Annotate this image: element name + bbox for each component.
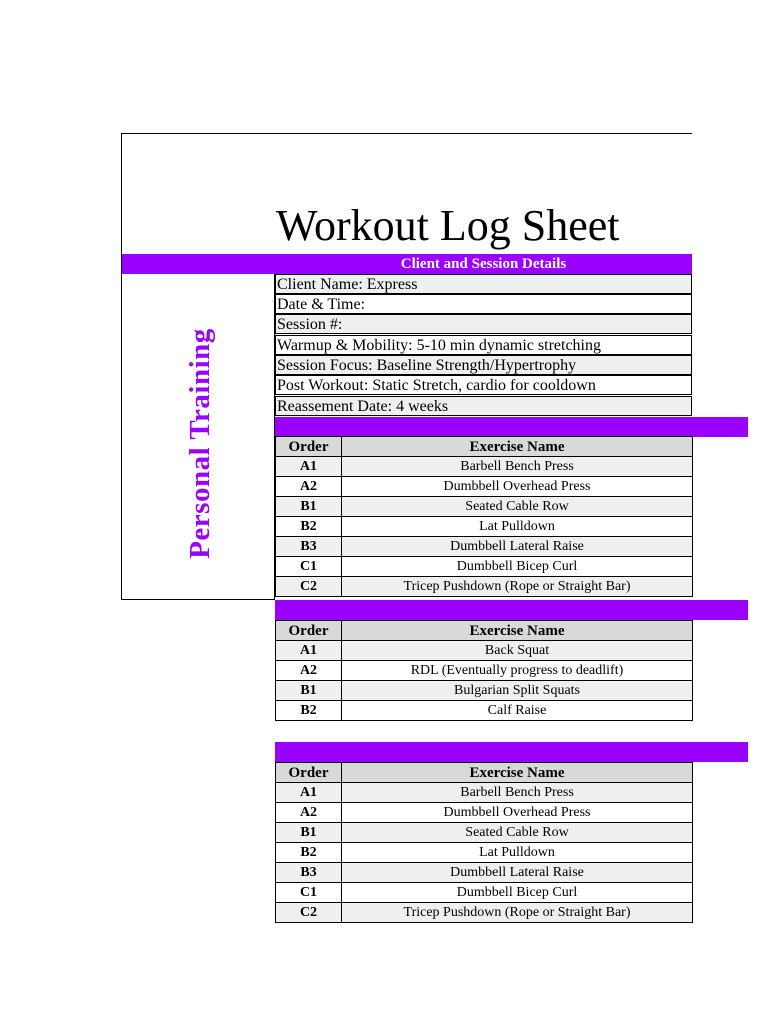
- detail-session-number: Session #:: [275, 314, 692, 334]
- table-row: [276, 903, 693, 923]
- section-bar-3: [275, 742, 748, 762]
- column-header-order: Order: [276, 621, 342, 641]
- detail-date-time: Date & Time:: [275, 294, 692, 314]
- table-row: [276, 803, 693, 823]
- exercise-cell: Dumbbell Overhead Press: [342, 803, 693, 823]
- column-header-exercise: Exercise Name: [342, 437, 693, 457]
- title-divider-bar: [122, 254, 275, 274]
- frame-bottom-line: [121, 599, 275, 600]
- table-row: [276, 823, 693, 843]
- frame-top-line: [121, 133, 692, 134]
- exercise-cell: Seated Cable Row: [342, 497, 693, 517]
- table-row: [276, 557, 693, 577]
- table-row: [276, 537, 693, 557]
- detail-warmup: Warmup & Mobility: 5-10 min dynamic stretching: [275, 335, 692, 355]
- exercise-cell: Dumbbell Bicep Curl: [342, 883, 693, 903]
- exercise-table-3: [275, 762, 693, 923]
- table-row: [276, 577, 693, 597]
- table-row: [276, 517, 693, 537]
- detail-post-workout: Post Workout: Static Stretch, cardio for cooldown: [275, 375, 692, 395]
- order-cell: A1: [276, 641, 342, 661]
- table-row: [276, 477, 693, 497]
- page-title: Workout Log Sheet: [276, 201, 620, 250]
- exercise-cell: Barbell Bench Press: [342, 783, 693, 803]
- side-label: [168, 318, 232, 568]
- section-bar-2: [275, 600, 748, 620]
- table-row: [276, 701, 693, 721]
- column-header-exercise: Exercise Name: [342, 621, 693, 641]
- exercise-table-1: [275, 436, 693, 597]
- table-row: [276, 863, 693, 883]
- table-row: [276, 843, 693, 863]
- order-cell: B1: [276, 497, 342, 517]
- table-row: [276, 783, 693, 803]
- order-cell: C1: [276, 883, 342, 903]
- exercise-cell: Back Squat: [342, 641, 693, 661]
- detail-client-name: Client Name: Express: [275, 274, 692, 294]
- exercise-cell: Calf Raise: [342, 701, 693, 721]
- table-row: [276, 661, 693, 681]
- side-label-text: Personal Training: [183, 327, 216, 559]
- order-cell: B2: [276, 701, 342, 721]
- table-row: [276, 883, 693, 903]
- column-header-order: Order: [276, 437, 342, 457]
- column-header-exercise: Exercise Name: [342, 763, 693, 783]
- table-row: [276, 497, 693, 517]
- order-cell: B1: [276, 681, 342, 701]
- exercise-cell: Dumbbell Lateral Raise: [342, 863, 693, 883]
- order-cell: A2: [276, 477, 342, 497]
- table-row: [276, 681, 693, 701]
- order-cell: B2: [276, 843, 342, 863]
- exercise-cell: Seated Cable Row: [342, 823, 693, 843]
- section-bar-1: [275, 417, 748, 437]
- order-cell: B2: [276, 517, 342, 537]
- table-header-row: [276, 763, 693, 783]
- exercise-cell: Lat Pulldown: [342, 517, 693, 537]
- table-row: [276, 641, 693, 661]
- order-cell: B3: [276, 537, 342, 557]
- exercise-cell: Tricep Pushdown (Rope or Straight Bar): [342, 903, 693, 923]
- column-header-order: Order: [276, 763, 342, 783]
- order-cell: B3: [276, 863, 342, 883]
- exercise-cell: Bulgarian Split Squats: [342, 681, 693, 701]
- exercise-cell: Dumbbell Bicep Curl: [342, 557, 693, 577]
- exercise-table-2: [275, 620, 693, 721]
- order-cell: A1: [276, 783, 342, 803]
- exercise-cell: Dumbbell Overhead Press: [342, 477, 693, 497]
- table-row: [276, 457, 693, 477]
- exercise-cell: Dumbbell Lateral Raise: [342, 537, 693, 557]
- order-cell: C2: [276, 577, 342, 597]
- order-cell: A2: [276, 803, 342, 823]
- frame-left-line: [121, 133, 122, 600]
- exercise-cell: Barbell Bench Press: [342, 457, 693, 477]
- exercise-cell: RDL (Eventually progress to deadlift): [342, 661, 693, 681]
- details-header: Client and Session Details: [275, 254, 692, 274]
- order-cell: C1: [276, 557, 342, 577]
- exercise-cell: Tricep Pushdown (Rope or Straight Bar): [342, 577, 693, 597]
- exercise-cell: Lat Pulldown: [342, 843, 693, 863]
- table-header-row: [276, 437, 693, 457]
- table-header-row: [276, 621, 693, 641]
- order-cell: C2: [276, 903, 342, 923]
- order-cell: A1: [276, 457, 342, 477]
- detail-session-focus: Session Focus: Baseline Strength/Hypertrophy: [275, 355, 692, 375]
- detail-reassessment-date: Reassement Date: 4 weeks: [275, 396, 692, 416]
- order-cell: B1: [276, 823, 342, 843]
- order-cell: A2: [276, 661, 342, 681]
